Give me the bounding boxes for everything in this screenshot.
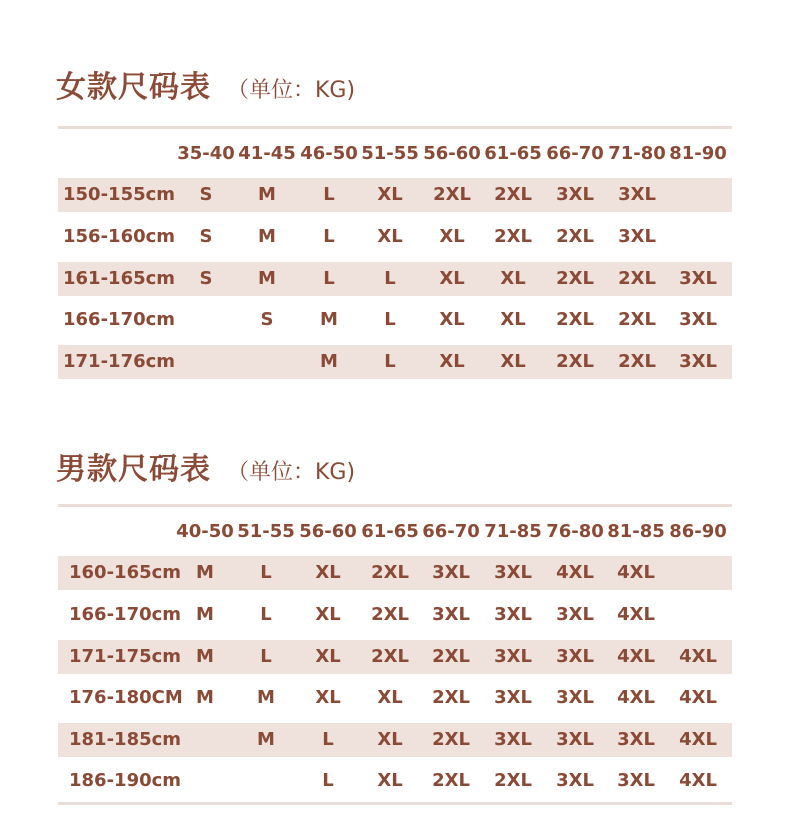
size-cell: 2XL	[432, 687, 470, 708]
size-cell: 2XL	[432, 646, 470, 667]
weight-header-cell: 66-70	[546, 143, 604, 164]
size-cell: 4XL	[679, 646, 717, 667]
size-cell: M	[196, 646, 214, 667]
table-row	[58, 303, 732, 337]
size-cell: XL	[439, 309, 465, 330]
size-cell: XL	[439, 226, 465, 247]
size-cell: 2XL	[371, 604, 409, 625]
weight-header-cell: 41-45	[238, 143, 296, 164]
height-label: 176-180CM	[69, 687, 183, 708]
women-top-divider	[58, 126, 732, 129]
weight-header-cell: 56-60	[299, 521, 357, 542]
size-cell: XL	[315, 562, 341, 583]
height-label: 186-190cm	[69, 770, 182, 791]
size-cell: S	[199, 268, 213, 289]
size-cell: 2XL	[371, 646, 409, 667]
size-cell: 3XL	[556, 646, 594, 667]
size-cell: 2XL	[494, 226, 532, 247]
size-cell: XL	[377, 687, 403, 708]
height-label: 150-155cm	[63, 184, 176, 205]
size-cell: 3XL	[556, 604, 594, 625]
weight-header-cell: 51-55	[237, 521, 295, 542]
size-cell: 3XL	[618, 226, 656, 247]
size-cell: XL	[500, 268, 526, 289]
size-cell: M	[320, 351, 338, 372]
size-cell: 2XL	[556, 226, 594, 247]
men-bottom-divider	[58, 802, 732, 805]
weight-header-cell: 66-70	[422, 521, 480, 542]
height-label: 166-170cm	[69, 604, 182, 625]
size-cell: 4XL	[679, 687, 717, 708]
size-cell: 3XL	[494, 646, 532, 667]
size-cell: 4XL	[617, 687, 655, 708]
size-cell: 3XL	[556, 687, 594, 708]
size-cell: 2XL	[618, 268, 656, 289]
size-cell: 4XL	[617, 646, 655, 667]
size-cell: L	[384, 268, 396, 289]
table-row	[58, 764, 732, 798]
size-cell: XL	[500, 351, 526, 372]
size-cell: M	[196, 687, 214, 708]
weight-header-cell: 40-50	[176, 521, 234, 542]
size-cell: XL	[377, 184, 403, 205]
size-cell: M	[196, 604, 214, 625]
size-cell: 3XL	[679, 268, 717, 289]
height-label: 160-165cm	[69, 562, 182, 583]
men-weight-header	[58, 515, 732, 549]
size-cell: M	[257, 729, 275, 750]
table-row	[58, 220, 732, 254]
size-cell: 3XL	[617, 729, 655, 750]
size-cell: 3XL	[494, 562, 532, 583]
size-cell: L	[322, 729, 334, 750]
men-top-divider	[58, 504, 732, 507]
women-weight-header	[58, 137, 732, 171]
size-cell: 2XL	[371, 562, 409, 583]
size-cell: M	[258, 226, 276, 247]
height-label: 156-160cm	[63, 226, 176, 247]
size-cell: XL	[500, 309, 526, 330]
size-cell: 2XL	[556, 309, 594, 330]
size-cell: 3XL	[679, 351, 717, 372]
size-cell: 3XL	[494, 729, 532, 750]
size-cell: XL	[439, 351, 465, 372]
size-cell: 2XL	[556, 268, 594, 289]
size-cell: XL	[439, 268, 465, 289]
size-cell: 3XL	[556, 729, 594, 750]
size-cell: 2XL	[494, 770, 532, 791]
table-row	[58, 556, 732, 590]
size-cell: 2XL	[432, 770, 470, 791]
size-cell: 2XL	[432, 729, 470, 750]
size-cell: 2XL	[433, 184, 471, 205]
weight-header-cell: 86-90	[669, 521, 727, 542]
size-cell: 3XL	[494, 604, 532, 625]
weight-header-cell: 61-65	[484, 143, 542, 164]
size-cell: S	[260, 309, 274, 330]
size-cell: 3XL	[617, 770, 655, 791]
size-cell: 4XL	[679, 770, 717, 791]
size-cell: L	[322, 770, 334, 791]
size-cell: XL	[315, 604, 341, 625]
table-row	[58, 262, 732, 296]
women-title-row	[56, 62, 355, 106]
size-cell: M	[320, 309, 338, 330]
weight-header-cell: 81-85	[607, 521, 665, 542]
size-cell: 3XL	[432, 604, 470, 625]
size-cell: L	[384, 309, 396, 330]
weight-header-cell: 76-80	[546, 521, 604, 542]
size-cell: 3XL	[556, 184, 594, 205]
men-title-row	[56, 444, 355, 488]
size-cell: M	[196, 562, 214, 583]
size-cell: L	[260, 646, 272, 667]
size-cell: 3XL	[494, 687, 532, 708]
size-cell: 4XL	[556, 562, 594, 583]
table-row	[58, 640, 732, 674]
women-chart-title: 女款尺码表	[56, 70, 211, 105]
size-cell: 4XL	[617, 562, 655, 583]
size-cell: XL	[315, 687, 341, 708]
size-cell: M	[257, 687, 275, 708]
table-row	[58, 723, 732, 757]
size-cell: L	[323, 268, 335, 289]
size-cell: 4XL	[679, 729, 717, 750]
size-cell: 4XL	[617, 604, 655, 625]
size-cell: XL	[377, 770, 403, 791]
table-row	[58, 681, 732, 715]
height-label: 181-185cm	[69, 729, 182, 750]
men-unit-note: （单位：KG)	[227, 460, 356, 485]
size-cell: M	[258, 268, 276, 289]
size-cell: 3XL	[618, 184, 656, 205]
table-row	[58, 178, 732, 212]
height-label: 171-176cm	[63, 351, 176, 372]
men-chart-title: 男款尺码表	[56, 452, 211, 487]
size-cell: L	[323, 226, 335, 247]
size-cell: 2XL	[494, 184, 532, 205]
height-label: 171-175cm	[69, 646, 182, 667]
size-cell: M	[258, 184, 276, 205]
weight-header-cell: 51-55	[361, 143, 419, 164]
height-label: 166-170cm	[63, 309, 176, 330]
size-cell: S	[199, 226, 213, 247]
size-cell: 3XL	[432, 562, 470, 583]
weight-header-cell: 81-90	[669, 143, 727, 164]
size-cell: L	[323, 184, 335, 205]
size-cell: L	[384, 351, 396, 372]
size-cell: 2XL	[556, 351, 594, 372]
size-cell: L	[260, 562, 272, 583]
weight-header-cell: 71-85	[484, 521, 542, 542]
size-cell: 2XL	[618, 351, 656, 372]
size-cell: 2XL	[618, 309, 656, 330]
weight-header-cell: 46-50	[300, 143, 358, 164]
women-unit-note: （单位：KG)	[227, 78, 356, 103]
size-cell: L	[260, 604, 272, 625]
weight-header-cell: 71-80	[608, 143, 666, 164]
table-row	[58, 345, 732, 379]
size-cell: XL	[377, 226, 403, 247]
weight-header-cell: 56-60	[423, 143, 481, 164]
size-cell: XL	[315, 646, 341, 667]
weight-header-cell: 61-65	[361, 521, 419, 542]
size-cell: S	[199, 184, 213, 205]
size-cell: 3XL	[556, 770, 594, 791]
size-cell: 3XL	[679, 309, 717, 330]
size-cell: XL	[377, 729, 403, 750]
table-row	[58, 598, 732, 632]
height-label: 161-165cm	[63, 268, 176, 289]
weight-header-cell: 35-40	[177, 143, 235, 164]
